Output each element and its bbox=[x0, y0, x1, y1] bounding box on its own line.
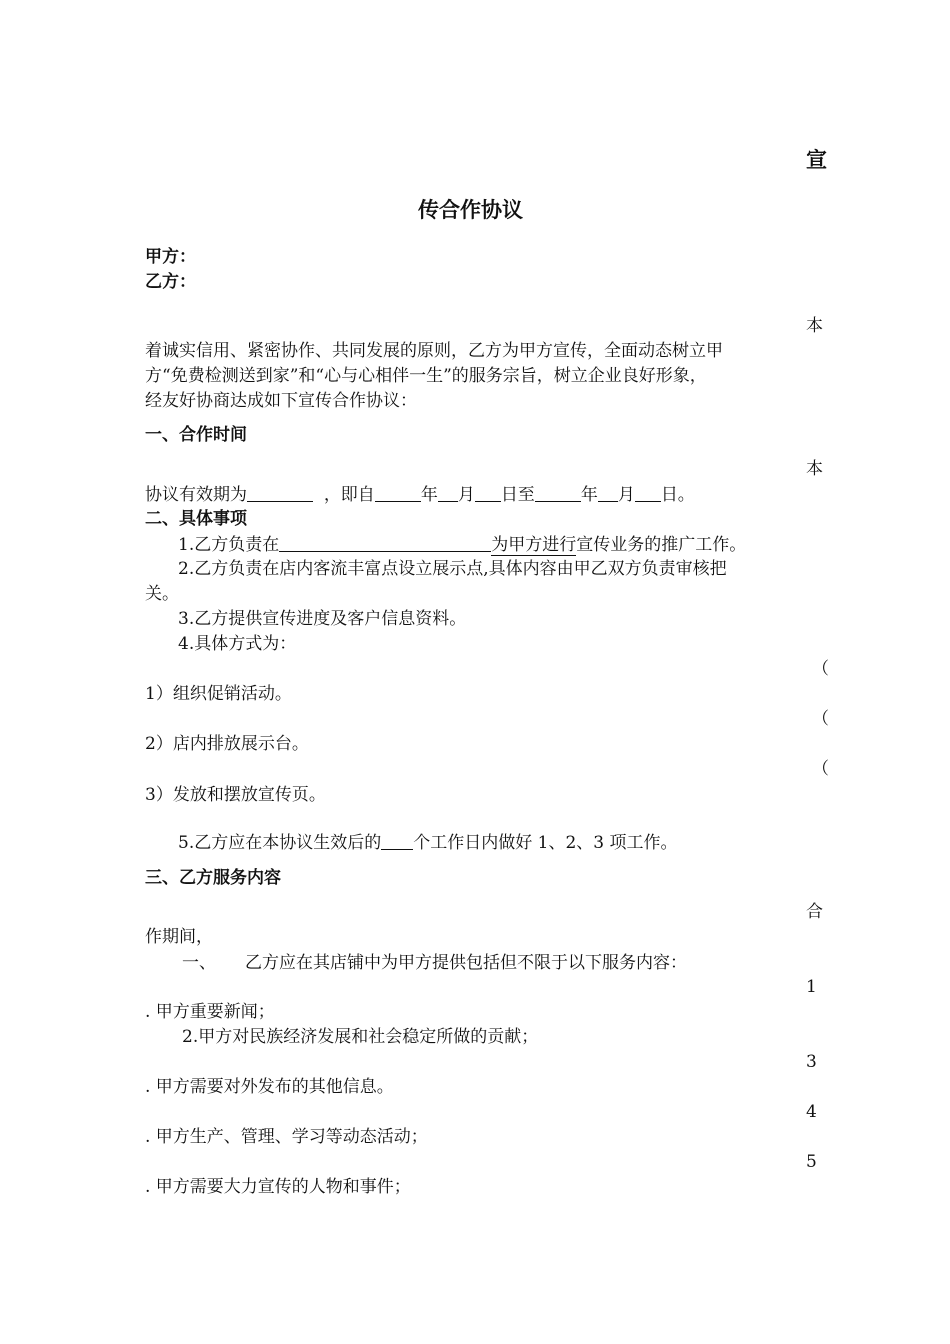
blank-days bbox=[381, 834, 413, 850]
s1-first-char: 本 bbox=[806, 459, 823, 479]
list-number: 3 bbox=[806, 1052, 817, 1072]
item-2: 2.乙方负责在店内客流丰富点设立展示点,具体内容由甲乙双方负责审核把 bbox=[178, 559, 727, 579]
list-number: 1 bbox=[806, 977, 817, 997]
item-2-cont: 关。 bbox=[145, 584, 179, 604]
section-2-heading: 二、具体事项 bbox=[145, 509, 247, 529]
term-text: 月 bbox=[457, 485, 475, 505]
term-text: 年 bbox=[580, 485, 598, 505]
blank-location bbox=[279, 536, 491, 552]
term-text: 日。 bbox=[660, 485, 695, 505]
service-item-2: 2.甲方对民族经济发展和社会稳定所做的贡献； bbox=[182, 1027, 539, 1047]
item-text: 宣传业务的推广工作。 bbox=[576, 535, 747, 555]
item-text: 个工作日内做好 1、2、3 项工作。 bbox=[413, 833, 678, 853]
service-item-1: . 甲方重要新闻； bbox=[145, 1002, 275, 1022]
blank-year bbox=[375, 486, 421, 502]
list-number: 5 bbox=[806, 1152, 817, 1172]
party-b-label: 乙方： bbox=[145, 272, 196, 292]
item-text-underlined: 为甲方进行 bbox=[491, 535, 577, 555]
list-number: 4 bbox=[806, 1102, 817, 1122]
s3-sub-text: 乙方应在其店铺中为甲方提供包括但不限于以下服务内容： bbox=[245, 953, 687, 973]
method-3: 3）发放和摆放宣传页。 bbox=[145, 785, 326, 805]
party-a-label: 甲方： bbox=[145, 247, 196, 267]
blank-day bbox=[475, 486, 501, 502]
term-text: 月 bbox=[617, 485, 635, 505]
term-text: 日至 bbox=[500, 485, 535, 505]
method-2: 2）店内排放展示台。 bbox=[145, 734, 309, 754]
term-text: 协议有效期为 bbox=[145, 485, 247, 505]
s3-lead: 作期间， bbox=[145, 927, 213, 947]
intro-line: 方“免费检测送到家”和“心与心相伴一生”的服务宗旨，树立企业良好形象， bbox=[145, 366, 707, 386]
intro-line: 着诚实信用、紧密协作、共同发展的原则，乙方为甲方宣传，全面动态树立甲 bbox=[145, 341, 723, 361]
page-title: 传合作协议 bbox=[418, 198, 523, 222]
intro-first-char: 本 bbox=[806, 316, 823, 336]
title-first-char: 宣 bbox=[806, 148, 827, 172]
term-text: ，即自 bbox=[323, 485, 375, 505]
service-item-5: . 甲方需要大力宣传的人物和事件； bbox=[145, 1177, 411, 1197]
blank-day bbox=[635, 486, 661, 502]
item-3: 3.乙方提供宣传进度及客户信息资料。 bbox=[178, 609, 467, 629]
paren-mark: （ bbox=[812, 659, 829, 679]
s3-first-char: 合 bbox=[806, 902, 823, 922]
section-3-heading: 三、乙方服务内容 bbox=[145, 868, 281, 888]
service-item-3: . 甲方需要对外发布的其他信息。 bbox=[145, 1077, 394, 1097]
item-text: 5.乙方应在本协议生效后的 bbox=[178, 833, 382, 853]
item-1 bbox=[178, 536, 746, 554]
intro-line: 经友好协商达成如下宣传合作协议： bbox=[145, 391, 417, 411]
item-5 bbox=[178, 834, 678, 852]
s3-sub-number: 一、 bbox=[182, 953, 216, 973]
paren-mark: （ bbox=[812, 759, 829, 779]
blank-month bbox=[438, 486, 458, 502]
item-text: 1.乙方负责在 bbox=[178, 535, 280, 555]
blank-duration bbox=[247, 486, 313, 502]
service-item-4: . 甲方生产、管理、学习等动态活动； bbox=[145, 1127, 428, 1147]
paren-mark: （ bbox=[812, 709, 829, 729]
item-4: 4.具体方式为： bbox=[178, 634, 297, 654]
blank-month bbox=[598, 486, 618, 502]
term-line bbox=[145, 486, 695, 504]
method-1: 1）组织促销活动。 bbox=[145, 684, 292, 704]
blank-year bbox=[535, 486, 581, 502]
section-1-heading: 一、合作时间 bbox=[145, 425, 247, 445]
term-text: 年 bbox=[420, 485, 438, 505]
